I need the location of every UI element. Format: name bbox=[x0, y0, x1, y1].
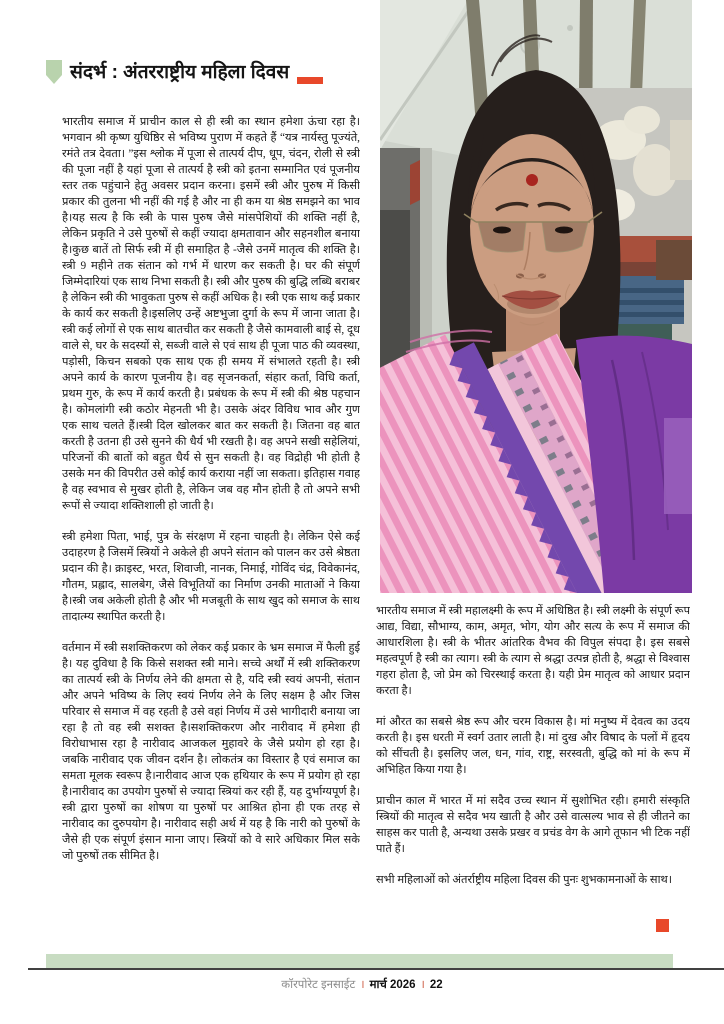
footer-rule bbox=[28, 968, 724, 970]
article-end-marker bbox=[656, 919, 669, 932]
paragraph: भारतीय समाज में स्त्री महालक्ष्मी के रूप में अधिष्ठित है। स्त्री लक्ष्मी के संपूर्ण रूप आद्य, विद्या, सौभाग्य, काम, अमृत, भोग, योग और सत्य के रूप में समाज की आधारशिला है। स्त्री के भीतर आंतरिक वैभव की विपुल संपदा है। इस सबसे महत्वपूर्ण है स्त्री का त्याग। स्त्री के त्याग से श्रद्धा उत्पन्न होती है, श्रद्धा से विश्वास गहरा होता है, जो प्रेम को चिरस्थाई करता है। यही प्रेम मातृत्व को आधार प्रदान करता है। bbox=[376, 605, 690, 697]
page-footer bbox=[0, 977, 724, 993]
paragraph: वर्तमान में स्त्री सशक्तिकरण को लेकर कई प्रकार के भ्रम समाज में फैली हुई है। यह दुविधा है कि किसे सशक्त स्त्री माने। सच्चे अर्थों में स्त्री शक्तिकरण का तात्पर्य स्त्री के निर्णय लेने की क्षमता से है, यदि स्त्री स्वयं अपनी, संतान और अपने भविष्य के लिए स्वयं निर्णय लेने के लिए सक्षम है और जिस परिवार से समाज में वह रहती है उसे वहां निर्णय में उसे भागीदारी बनाया जा रहा है तो वह स्त्री सशक्त है।सशक्तिकरण और नारीवाद में हमेशा ही विरोधाभास रहा है नारीवाद आजकल मुहावरे के जैसे प्रयोग हो रहा है। जबकि नारीवाद एक जीवन दर्शन है। लोकतंत्र का विस्तार है एवं समाज का समता मूलक स्वरूप है।नारीवाद आज एक हथियार के रूप में प्रयोग हो रहा है।नारीवाद का उपयोग पुरुषों से ज्यादा स्त्रियां कर रही हैं, यह दुर्भाग्यपूर्ण है। स्त्री द्वारा पुरुषों का शोषण या पुरुषों पर आश्रित होना ही एक तरह से नारीवाद का दुरुपयोग है। नारीवाद सही अर्थ में यह है कि नारी को पुरुषों के जैसे ही एक संपूर्ण इंसान माना जाए। स्त्रियों को वे सारे अधिकार मिल सके जो पुरुषों तक सीमित है। bbox=[62, 642, 360, 862]
footer-separator: । bbox=[360, 979, 365, 991]
footer-separator: । bbox=[420, 979, 425, 991]
portrait-photo bbox=[380, 0, 692, 593]
page-title: संदर्भ : अंतरराष्ट्रीय महिला दिवस bbox=[70, 62, 290, 83]
magazine-name: कॉरपोरेट इनसाईट bbox=[281, 979, 356, 991]
section-header bbox=[46, 60, 323, 86]
paragraph: सभी महिलाओं को अंतर्राष्ट्रीय महिला दिवस की पुनः शुभकामनाओं के साथ। bbox=[376, 874, 672, 886]
paragraph: स्त्री हमेशा पिता, भाई, पुत्र के संरक्षण में रहना चाहती है। लेकिन ऐसे कई उदाहरण है जिसमें स्त्रियों ने अकेले ही अपने संतान को पालन कर उसे श्रेष्ठता प्रदान की है। क्राइस्ट, भरत, शिवाजी, नानक, निमाई, गोविंद चंद्र, विवेकानंद, गौतम, प्रह्लाद, सालबेग, जैसे विभूतियों का निर्माण उनकी माताओं ने किया है।स्त्री जब अकेली होती है और भी मजबूती के साथ खुद को समाज के साथ तादात्म्य स्थापित करती है। bbox=[62, 531, 360, 623]
article-right-column bbox=[376, 603, 690, 935]
paragraph: प्राचीन काल में भारत में मां सदैव उच्च स्थान में सुशोभित रही। हमारी संस्कृति स्त्रियों की मातृत्व से सदैव भय खाती है और उसे वात्सल्य भाव से ही जीतने का साहस कर पाती है, अन्यथा उसके प्रखर व प्रचंड वेग के आगे तूफान भी टिक नहीं पाते हैं। bbox=[376, 795, 690, 855]
paragraph: मां औरत का सबसे श्रेष्ठ रूप और चरम विकास है। मां मनुष्य में देवत्व का उदय करती है। इस धरती में स्वर्ग उतार लाती है। मां दुख और विषाद के पलों में हृदय को सींचती है। इसलिए जल, धन, गांव, राष्ट्र, सरस्वती, बुद्धि को मां के रूप में अभिहित किया गया है। bbox=[376, 716, 690, 776]
issue-date: मार्च 2026 bbox=[369, 979, 416, 991]
paragraph: भारतीय समाज में प्राचीन काल से ही स्त्री का स्थान हमेशा ऊंचा रहा है। भगवान श्री कृष्ण युधिष्ठिर से भविष्य पुराण में कहते हैं “यत्र नार्यस्तु पूज्यंते, रमंते तत्र देवता। ”इस श्लोक में पूजा से तात्पर्य दीप, धूप, चंदन, रोली से स्त्री की पूजा नहीं है यहां पूजा से तात्पर्य है स्त्री को इतना सम्मानित एवं पूजनीय स्तर तक पहुंचाने हेतु अवसर प्रदान करना। इसमें स्त्री और पुरुष में किसी प्रकार की तुलना भी नहीं की गई है और ना ही कम या श्रेष्ठ समझने का भाव है।यह सत्य है कि स्त्री के पास पुरुष जैसे मांसपेशियों की शक्ति नहीं है, लेकिन प्रकृति ने उसे पुरुषों से कहीं ज्यादा क्षमतावान और सहनशील बनाया है।कुछ बातें तो सिर्फ स्त्री में ही समाहित है -जैसे उनमें मातृत्व की शक्ति है।स्त्री 9 महीने तक संतान को गर्भ में धारण कर सकती है। घर की संपूर्ण जिम्मेदारियां एक साथ निभा सकती है। स्त्री और पुरुष की बुद्धि लब्धि बराबर है लेकिन स्त्री की भावुकता पुरुष से कहीं अधिक है। स्त्री एक साथ कई प्रकार के कार्य कर सकती है।इसलिए उन्हें अष्टभुजा दुर्गा के रूप में जाना जाता है। स्त्री कई लोगों से एक साथ बातचीत कर सकती है जैसे कामवाली बाई से, दूध वाले से, घर के सदस्यों से, सब्जी वाले से एवं साथ ही पूजा पाठ की व्यवस्था, पड़ोसी, किचन सबको एक साथ एक ही समय में संभालते रहती है। स्त्री अपने कार्य के कारण पूजनीय है। वह सृजनकर्ता, संहार कर्ता, विधि कर्ता, प्रथम गुरु, के रूप में कार्य करती है। प्रबंधक के रूप में स्त्री की श्रेष्ठ पहचान है। कोमलांगी स्त्री कठोर मेहनती भी है। उसके अंदर विविध भाव और गुण एक साथ चलते हैं।स्त्री दिल खोलकर बात कर सकती है। जितना वह बात करती है उतना ही उसे सुनने की धैर्य भी रखती है। वह अपने सखी सहेलियां, परिजनों की बातों को बहुत धैर्य से सुन सकती है। वह विद्रोही भी होती है उसके मन की विपरीत उसे कोई कार्य कराया नहीं जा सकता। इतिहास गवाह है वह स्वभाव से मुखर होती है, लेकिन जब वह मौन होती है तो अपने सभी रूपों से ज्यादा शक्तिशाली हो जाती है। bbox=[62, 116, 360, 512]
footer-accent-bar bbox=[46, 954, 673, 968]
red-dash-accent bbox=[297, 77, 323, 84]
article-left-column bbox=[62, 114, 360, 938]
bindi bbox=[526, 174, 538, 186]
quote-leaf-icon bbox=[46, 60, 62, 84]
portrait-photo-art bbox=[380, 0, 692, 593]
page-number: 22 bbox=[429, 979, 443, 991]
